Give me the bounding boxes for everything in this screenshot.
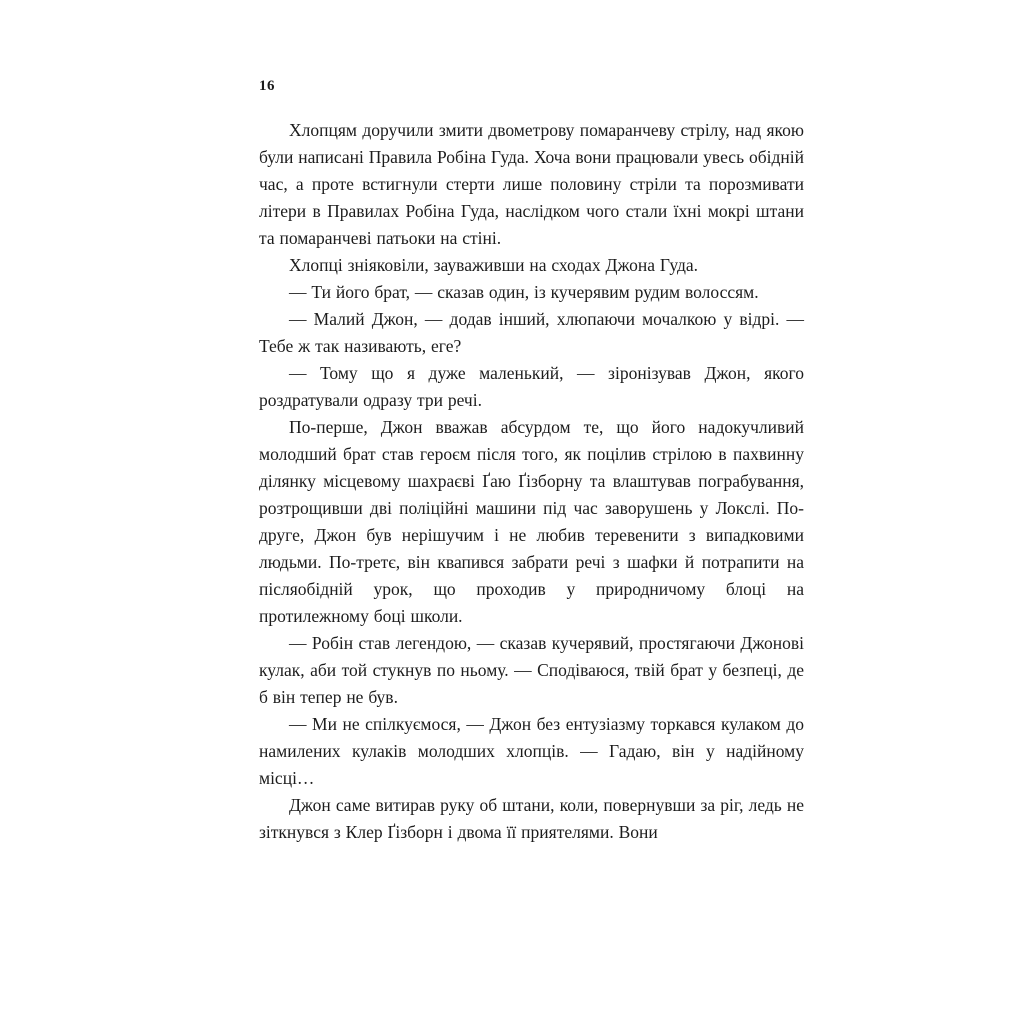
paragraph: Хлопці зніяковіли, зауваживши на сходах Джона Гуда. <box>289 255 699 275</box>
paragraph: — Тому що я дуже маленький, — зіронізував Джон, якого роздратували одразу три речі. <box>259 363 804 410</box>
paragraph: Джон саме витирав руку об штани, коли, повернувши за ріг, ледь не зіткнувся з Клер Ґізборн і двома її приятелями. Вони <box>259 795 804 842</box>
paragraph: — Робін став легендою, — сказав кучерявий, простягаючи Джонові кулак, аби той стукнув по ньому. — Сподіваюся, твій брат у безпеці, де б він тепер не був. <box>259 633 804 707</box>
text-block <box>259 117 804 846</box>
paragraph: — Ми не спілкуємося, — Джон без ентузіазму торкався кулаком до намилених кулаків молодших хлопців. — Гадаю, він у надійному місці… <box>259 714 804 788</box>
paragraph: — Ти його брат, — сказав один, із кучерявим рудим волоссям. <box>289 282 759 302</box>
paragraph: — Малий Джон, — додав інший, хлюпаючи мочалкою у відрі. — Тебе ж так називають, еге? <box>259 309 804 356</box>
page-number: 16 <box>259 78 275 94</box>
paragraph: Хлопцям доручили змити двометрову помаранчеву стрілу, над якою були написані Правила Робіна Гуда. Хоча вони працювали увесь обідній час, а проте встигнули стерти лише половину стріли та порозмивати літери в Правилах Робіна Гуда, наслідком чого стали їхні мокрі штани та помаранчеві патьоки на стіні. <box>259 120 804 248</box>
paragraph: По-перше, Джон вважав абсурдом те, що його надокучливий молодший брат став героєм після того, як поцілив стрілою в пахвинну ділянку місцевому шахраєві Ґаю Ґізборну та влаштував пограбування, розтрощивши дві поліційні машини під час заворушень у Локслі. По-друге, Джон був нерішучим і не любив теревенити з випадковими людьми. По-третє, він квапився забрати речі з шафки й потрапити на післяобідній урок, що проходив у природничому блоці на протилежному боці школи. <box>259 417 804 626</box>
